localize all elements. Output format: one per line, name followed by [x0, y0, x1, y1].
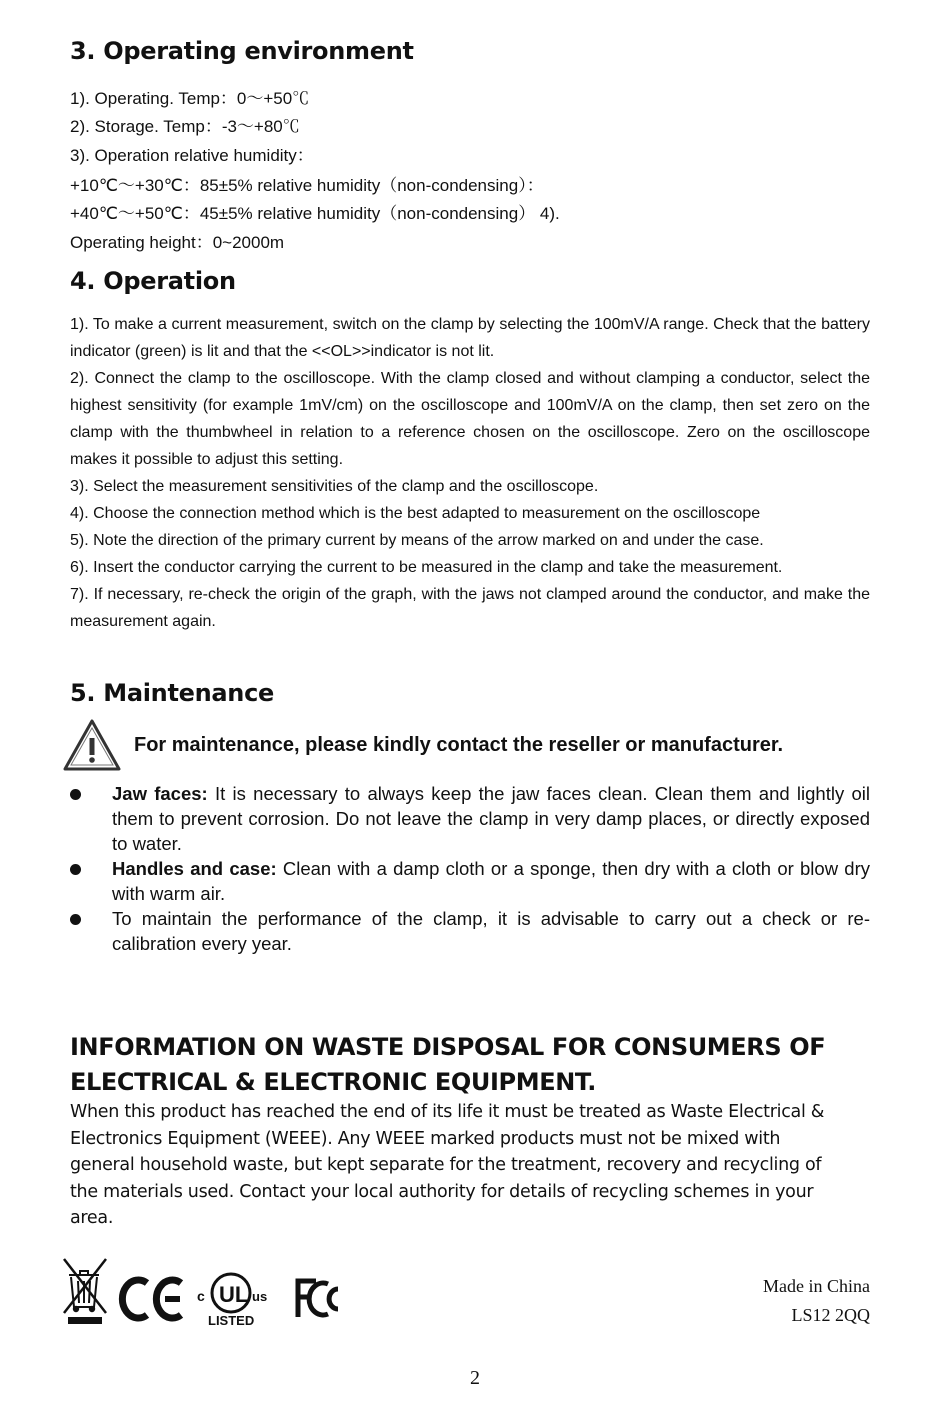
bullet-text: To maintain the performance of the clamp, it is advisable to carry out a check or re-calibration every year. — [112, 908, 870, 954]
bullet-text: Clean with a damp cloth or a sponge, then dry with a cloth or blow dry with warm air. — [112, 858, 870, 904]
list-item — [70, 781, 870, 856]
weee-body-line: When this product has reached the end of its life it must be treated as Waste Electrical & — [70, 1102, 825, 1122]
ul-listed-icon — [197, 1274, 267, 1328]
made-in-label: Made in China — [763, 1276, 870, 1296]
weee-body-line: the materials used. Contact your local authority for details of recycling schemes in your — [70, 1181, 814, 1202]
section-heading-operation: 4. Operation — [70, 267, 236, 295]
ul-listed-label: LISTED — [208, 1313, 255, 1328]
weee-heading-line: ELECTRICAL & ELECTRONIC EQUIPMENT. — [70, 1068, 596, 1096]
maintenance-warning-text: For maintenance, please kindly contact the reseller or manufacturer. — [134, 734, 784, 756]
operation-step: 4). Choose the connection method which is the best adapted to measurement on the oscilloscope — [70, 505, 761, 522]
operation-step: 3). Select the measurement sensitivities of the clamp and the oscilloscope. — [70, 478, 599, 495]
section-heading-maintenance: 5. Maintenance — [70, 679, 274, 707]
address-code: LS12 2QQ — [791, 1305, 870, 1325]
env-line: 1). Operating. Temp：0～+50℃ — [70, 89, 310, 108]
operation-step: 6). Insert the conductor carrying the current to be measured in the clamp and take the measurement. — [70, 559, 783, 576]
env-line: 2). Storage. Temp：-3～+80℃ — [70, 117, 300, 136]
operation-step: 7). If necessary, re-check the origin of the graph, with the jaws not clamped around the conductor, and make the measurement again. — [70, 586, 870, 630]
warning-triangle-icon — [62, 718, 122, 772]
weee-body-line: area. — [70, 1208, 114, 1228]
bullet-icon — [70, 864, 81, 875]
bullet-icon — [70, 914, 81, 925]
operation-step: 2). Connect the clamp to the oscilloscope. With the clamp closed and without clamping a conductor, select the highest sensitivity (for example 1mV/cm) on the oscilloscope and 100mV/A on the clamp, then set zero on the clamp with the thumbwheel in relation to a reference chosen on the oscilloscope. Zero on the oscilloscope makes it possible to adjust this setting. — [70, 370, 870, 468]
weee-heading — [70, 1030, 890, 1100]
bullet-label: Handles and case: — [112, 858, 277, 879]
section-heading-operating-environment: 3. Operating environment — [70, 37, 414, 65]
compliance-logos — [60, 1255, 350, 1335]
page-number: 2 — [470, 1367, 480, 1389]
weee-body-line: Electronics Equipment (WEEE). Any WEEE marked products must not be mixed with — [70, 1128, 781, 1149]
env-line: 3). Operation relative humidity： — [70, 146, 314, 165]
operation-steps — [70, 311, 870, 635]
weee-heading-line: INFORMATION ON WASTE DISPOSAL FOR CONSUMERS OF — [70, 1033, 826, 1061]
env-line: Operating height：0~2000m — [70, 233, 285, 252]
operation-step: 1). To make a current measurement, switch on the clamp by selecting the 100mV/A range. Check that the battery indicator (green) is lit and that the <<OL>>indicator is not lit. — [70, 316, 870, 360]
weee-body-line: general household waste, but kept separate for the treatment, recovery and recycling of — [70, 1155, 822, 1175]
fcc-mark-icon — [298, 1281, 338, 1317]
maintenance-warning — [62, 718, 882, 774]
weee-bin-icon — [64, 1259, 106, 1324]
ul-ul-mark: UL — [219, 1282, 249, 1307]
ul-us-mark: us — [252, 1289, 268, 1304]
env-line: +40℃～+50℃：45±5% relative humidity（non-condensing） 4). — [70, 204, 560, 223]
bullet-icon — [70, 789, 81, 800]
maintenance-list — [70, 781, 870, 956]
ce-mark-icon — [122, 1280, 181, 1318]
bullet-label: Jaw faces: — [112, 783, 208, 804]
env-line: +10℃～+30℃：85±5% relative humidity（non-condensing）： — [70, 176, 544, 195]
origin-info — [763, 1272, 870, 1330]
weee-body — [70, 1099, 880, 1232]
list-item — [70, 906, 870, 956]
bullet-text: It is necessary to always keep the jaw faces clean. Clean them and lightly oil them to prevent corrosion. Do not leave the clamp in very damp places, or directly exposed to water. — [112, 783, 870, 854]
operation-step: 5). Note the direction of the primary current by means of the arrow marked on and under the case. — [70, 532, 764, 549]
list-item — [70, 856, 870, 906]
ul-c-mark: c — [197, 1288, 205, 1304]
